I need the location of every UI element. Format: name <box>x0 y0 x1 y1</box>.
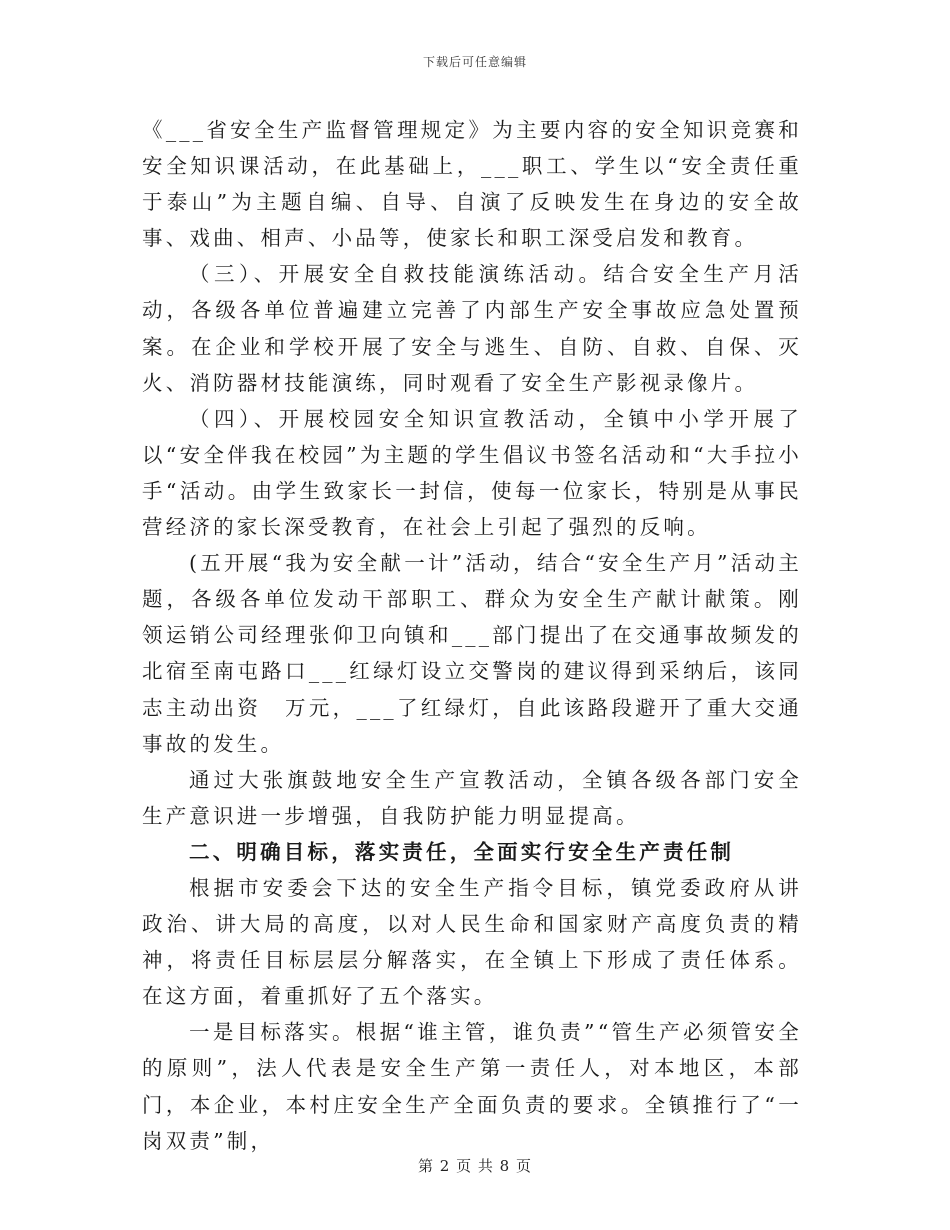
paragraph-summary: 通过大张旗鼓地安全生产宣教活动，全镇各级各部门安全生产意识进一步增强，自我防护能力明显提高。 <box>142 767 802 828</box>
section-heading-responsibility: 二、明确目标，落实责任，全面实行安全生产责任制 <box>189 839 735 864</box>
paragraph-campus-safety: （四）、开展校园安全知识宣教活动，全镇中小学开展了以“安全伴我在校园”为主题的学生倡议书签名活动和“大手拉小手“活动。由学生致家长一封信，使每一位家长，特别是从事民营经济的家长深受教育，在社会上引起了强烈的反响。 <box>142 406 802 540</box>
page-header: 下载后可任意编辑 <box>422 55 527 69</box>
document-body <box>142 112 802 1159</box>
paragraph-target-implementation: 一是目标落实。根据“谁主管，谁负责”“管生产必须管安全的原则”，法人代表是安全生产第一责任人，对本地区，本部门，本企业，本村庄安全生产全面负责的要求。全镇推行了“一岗双责”制， <box>142 1020 802 1153</box>
paragraph-target-decomposition: 根据市安委会下达的安全生产指令目标，镇党委政府从讲政治、讲大局的高度，以对人民生命和国家财产高度负责的精神，将责任目标层层分解落实，在全镇上下形成了责任体系。在这方面，着重抓好了五个落实。 <box>142 875 802 1009</box>
paragraph-safety-suggestion: (五开展“我为安全献一计”活动，结合“安全生产月”活动主题，各级各单位发动干部职工、群众为安全生产献计献策。刚领运销公司经理张仰卫向镇和___部门提出了在交通事故频发的北宿至南屯路口___红绿灯设立交警岗的建议得到采纳后，该同志主动出资 万元，___了红绿灯，自此该路段避开了重大交通事故的发生。 <box>142 551 802 756</box>
paragraph-safety-knowledge-contest: 《___省安全生产监督管理规定》为主要内容的安全知识竞赛和安全知识课活动，在此基础上，___职工、学生以“安全责任重于泰山”为主题自编、自导、自演了反映发生在身边的安全故事、戏曲、相声、小品等，使家长和职工深受启发和教育。 <box>142 118 802 251</box>
paragraph-self-rescue-drills: （三）、开展安全自救技能演练活动。结合安全生产月活动，各级各单位普遍建立完善了内部生产安全事故应急处置预案。在企业和学校开展了安全与逃生、自防、自救、自保、灭火、消防器材技能演练，同时观看了安全生产影视录像片。 <box>142 262 802 395</box>
page-number: 第 2 页 共 8 页 <box>418 1157 532 1175</box>
